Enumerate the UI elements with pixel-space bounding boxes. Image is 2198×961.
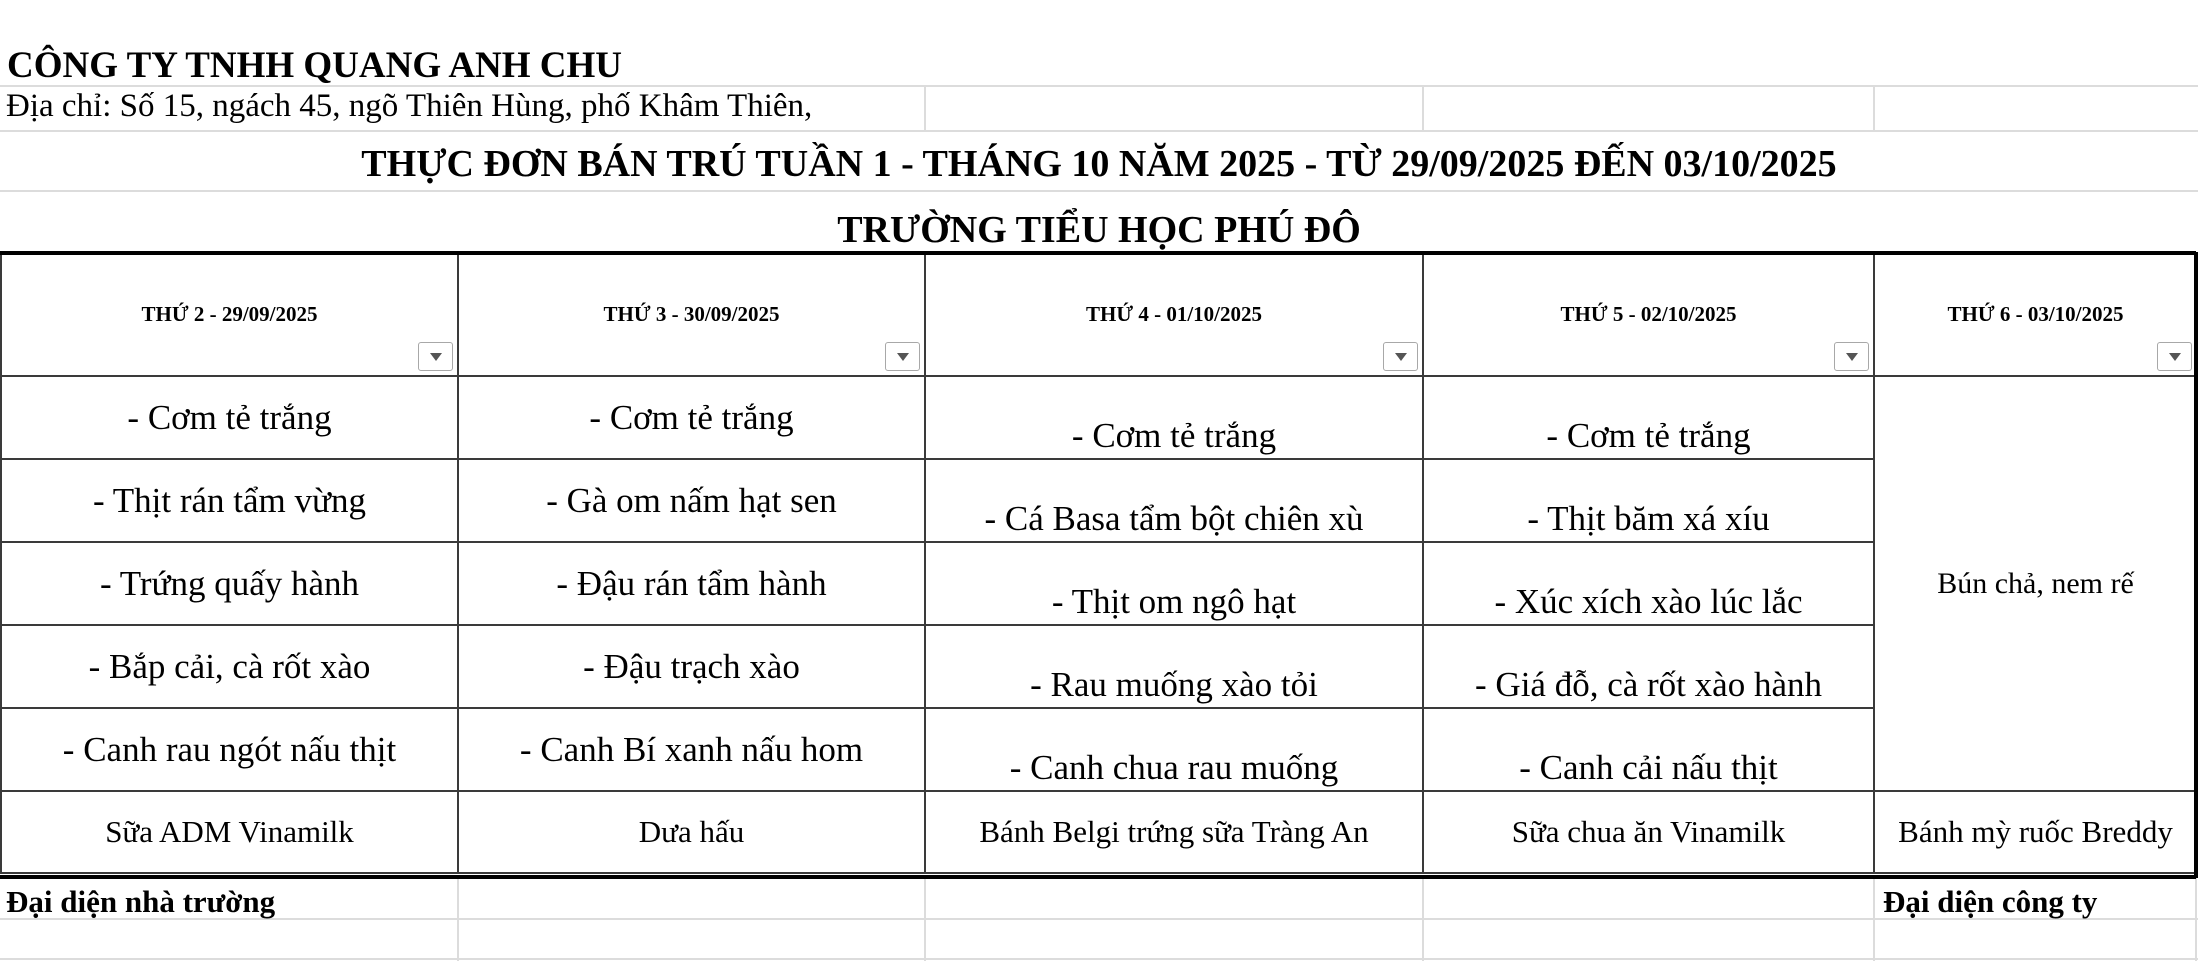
menu-item: - Trứng quấy hành (1, 542, 458, 625)
day-header-label: THỨ 5 - 02/10/2025 (1560, 302, 1737, 326)
gridline (2195, 878, 2197, 961)
menu-item (925, 708, 1423, 791)
filter-dropdown-button[interactable] (1834, 342, 1869, 371)
gridline (0, 918, 2198, 920)
menu-item (925, 542, 1423, 625)
filter-dropdown-button[interactable] (885, 342, 920, 371)
filter-dropdown-button[interactable] (1383, 342, 1418, 371)
menu-item-text: - Cơm tẻ trắng (1546, 416, 1751, 455)
menu-item: - Cơm tẻ trắng (458, 376, 925, 459)
snack-item: Bánh mỳ ruốc Breddy (1874, 791, 2197, 873)
menu-item: - Thịt rán tẩm vừng (1, 459, 458, 542)
day-header-row (1, 253, 2197, 376)
menu-row (1, 708, 2197, 791)
menu-item (1423, 376, 1874, 459)
gridline (924, 878, 926, 961)
menu-table (0, 252, 2198, 874)
menu-item: - Đậu rán tẩm hành (458, 542, 925, 625)
menu-item (925, 625, 1423, 708)
menu-item: - Gà om nấm hạt sen (458, 459, 925, 542)
filter-dropdown-button[interactable] (2157, 342, 2192, 371)
menu-item-text: - Thịt om ngô hạt (1051, 582, 1297, 621)
menu-item (1423, 542, 1874, 625)
snack-item: Bánh Belgi trứng sữa Tràng An (925, 791, 1423, 873)
day-header-label: THỨ 4 - 01/10/2025 (1086, 302, 1262, 326)
gridline (0, 130, 2198, 132)
menu-item-text: - Canh chua rau muống (1009, 748, 1339, 787)
gridline (1422, 878, 1424, 961)
menu-item-text: - Giá đỗ, cà rốt xào hành (1475, 665, 1822, 704)
snack-item: Sữa ADM Vinamilk (1, 791, 458, 873)
menu-item (925, 376, 1423, 459)
gridline (0, 958, 2198, 960)
menu-item-text: - Xúc xích xào lúc lắc (1494, 582, 1803, 621)
friday-main-dish: Bún chả, nem rế (1874, 376, 2197, 791)
menu-item: - Đậu trạch xào (458, 625, 925, 708)
snack-item: Dưa hấu (458, 791, 925, 873)
menu-item-text: - Thịt băm xá xíu (1527, 499, 1770, 538)
gridline (924, 85, 926, 130)
gridline (1422, 85, 1424, 130)
company-representative-label: Đại diện công ty (1883, 884, 2098, 919)
day-header-tue (458, 253, 925, 376)
snack-item: Sữa chua ăn Vinamilk (1423, 791, 1874, 873)
school-representative-label: Đại diện nhà trường (6, 884, 276, 919)
menu-item-text: - Rau muống xào tỏi (1030, 665, 1318, 704)
day-header-thu (1423, 253, 1874, 376)
day-header-label: THỨ 2 - 29/09/2025 (141, 302, 318, 326)
school-name: TRƯỜNG TIỂU HỌC PHÚ ĐÔ (837, 209, 1361, 251)
menu-row (1, 376, 2197, 459)
menu-item: - Cơm tẻ trắng (1, 376, 458, 459)
menu-item (1423, 459, 1874, 542)
menu-item-text: - Cá Basa tẩm bột chiên xù (984, 499, 1364, 538)
menu-item: - Canh Bí xanh nấu hom (458, 708, 925, 791)
gridline (1873, 878, 1875, 961)
menu-row (1, 542, 2197, 625)
menu-row (1, 459, 2197, 542)
menu-item (925, 459, 1423, 542)
menu-item (1423, 625, 1874, 708)
company-name: CÔNG TY TNHH QUANG ANH CHU (7, 45, 623, 86)
menu-item: - Canh rau ngót nấu thịt (1, 708, 458, 791)
gridline (0, 190, 2198, 192)
day-header-label: THỨ 3 - 30/09/2025 (603, 302, 780, 326)
menu-item-text: - Canh cải nấu thịt (1519, 748, 1778, 787)
menu-title: THỰC ĐƠN BÁN TRÚ TUẦN 1 - THÁNG 10 NĂM 2025 - TỪ 29/09/2025 ĐẾN 03/10/2025 (361, 143, 1837, 185)
day-header-mon (1, 253, 458, 376)
menu-item (1423, 708, 1874, 791)
table-right-border (2194, 252, 2198, 878)
day-header-wed (925, 253, 1423, 376)
filter-dropdown-button[interactable] (418, 342, 453, 371)
gridline (1873, 85, 1875, 130)
menu-item-text: - Cơm tẻ trắng (1071, 416, 1277, 455)
company-address: Địa chỉ: Số 15, ngách 45, ngõ Thiên Hùng, phố Khâm Thiên, (6, 88, 813, 124)
day-header-label: THỨ 6 - 03/10/2025 (1947, 302, 2124, 326)
snack-row (1, 791, 2197, 873)
menu-item: - Bắp cải, cà rốt xào (1, 625, 458, 708)
table-top-border (0, 251, 2196, 255)
menu-row (1, 625, 2197, 708)
gridline (457, 878, 459, 961)
table-bottom-border (0, 875, 2196, 879)
day-header-fri (1874, 253, 2197, 376)
